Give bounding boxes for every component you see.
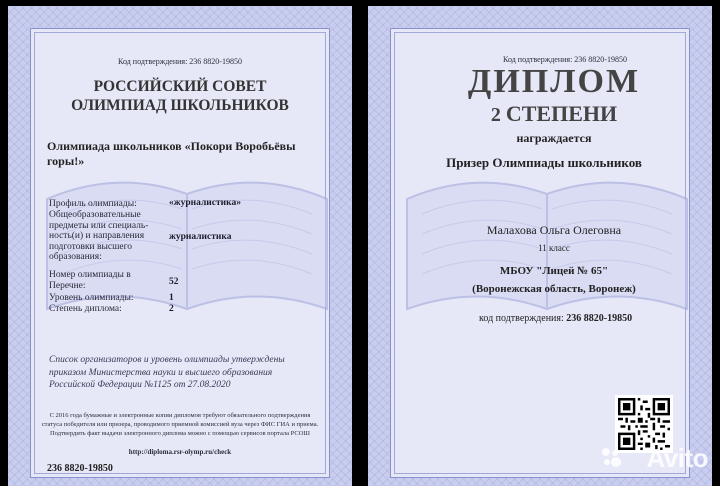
legal-text: С 2016 года бумажные и электронные копии дипломов требуют обязательного подтверждения статуса победителя или призера, проводимого приемной комиссией вуза через ФИС ГИА и приема. Подтвердить факт выдачи электронного диплома можно с помощью сервисов портала РСОШ bbox=[41, 412, 319, 437]
diploma-back-page bbox=[8, 6, 352, 486]
org-title-line2: ОЛИМПИАД ШКОЛЬНИКОВ bbox=[71, 97, 289, 114]
school-name: МБОУ "Лицей № 65" bbox=[499, 265, 609, 277]
diploma-front-page bbox=[368, 6, 712, 486]
diploma-title: ДИПЛОМ bbox=[467, 63, 641, 100]
awarded-text: награждается bbox=[516, 131, 592, 145]
confirmation-code-value: 236 8820-19850 bbox=[566, 313, 633, 324]
olympiad-level-value: 1 bbox=[169, 293, 174, 303]
olympiad-number-label: Номер олимпиады в Перечне: bbox=[49, 270, 131, 291]
degree-word: СТЕПЕНИ bbox=[505, 101, 618, 126]
avito-logo-icon bbox=[600, 446, 622, 468]
org-title-line1: РОССИЙСКИЙ СОВЕТ bbox=[93, 78, 267, 95]
confirmation-code-line bbox=[479, 313, 632, 324]
student-grade: 11 класс bbox=[538, 243, 570, 253]
subjects-value: журналистика bbox=[169, 232, 232, 242]
portal-link[interactable]: http://diploma.rsr-olymp.ru/check bbox=[128, 448, 232, 456]
diploma-degree-label: Степень диплома: bbox=[49, 304, 122, 314]
profile-label: Профиль олимпиады: bbox=[49, 199, 137, 209]
confirmation-code-top: Код подтверждения: 236 8820-19850 bbox=[503, 55, 627, 64]
subjects-label: Общеобразовательные предметы или специальность(и) и направления подготовки высшего образования: bbox=[49, 210, 149, 262]
ministry-note: Список организаторов и уровень олимпиады утверждены приказом Министерства науки и высшего образования Российской Федерации №1125 от 27.08.2020 bbox=[49, 355, 285, 390]
profile-value: «журналистика» bbox=[169, 198, 241, 208]
left-inner-frame bbox=[30, 28, 330, 478]
diploma-degree-value: 2 bbox=[169, 304, 174, 314]
confirmation-code-label: код подтверждения: bbox=[479, 313, 564, 324]
student-name: Малахова Ольга Олеговна bbox=[486, 223, 622, 237]
confirmation-code-bottom: 236 8820-19850 bbox=[47, 463, 113, 474]
degree-number: 2 bbox=[490, 104, 501, 126]
open-book-emblem bbox=[397, 159, 697, 324]
diploma-degree bbox=[431, 101, 677, 127]
olympiad-level-label: Уровень олимпиады: bbox=[49, 293, 134, 303]
school-region: (Воронежская область, Воронеж) bbox=[472, 283, 636, 295]
prize-text: Призер Олимпиады школьников bbox=[446, 155, 642, 170]
confirmation-code-top: Код подтверждения: 236 8820-19850 bbox=[118, 57, 242, 66]
right-inner-frame bbox=[390, 28, 690, 478]
olympiad-name: Олимпиада школьников «Покори Воробьёвы горы!» bbox=[47, 139, 296, 168]
avito-watermark: Avito bbox=[646, 443, 708, 473]
olympiad-number-value: 52 bbox=[169, 277, 179, 287]
